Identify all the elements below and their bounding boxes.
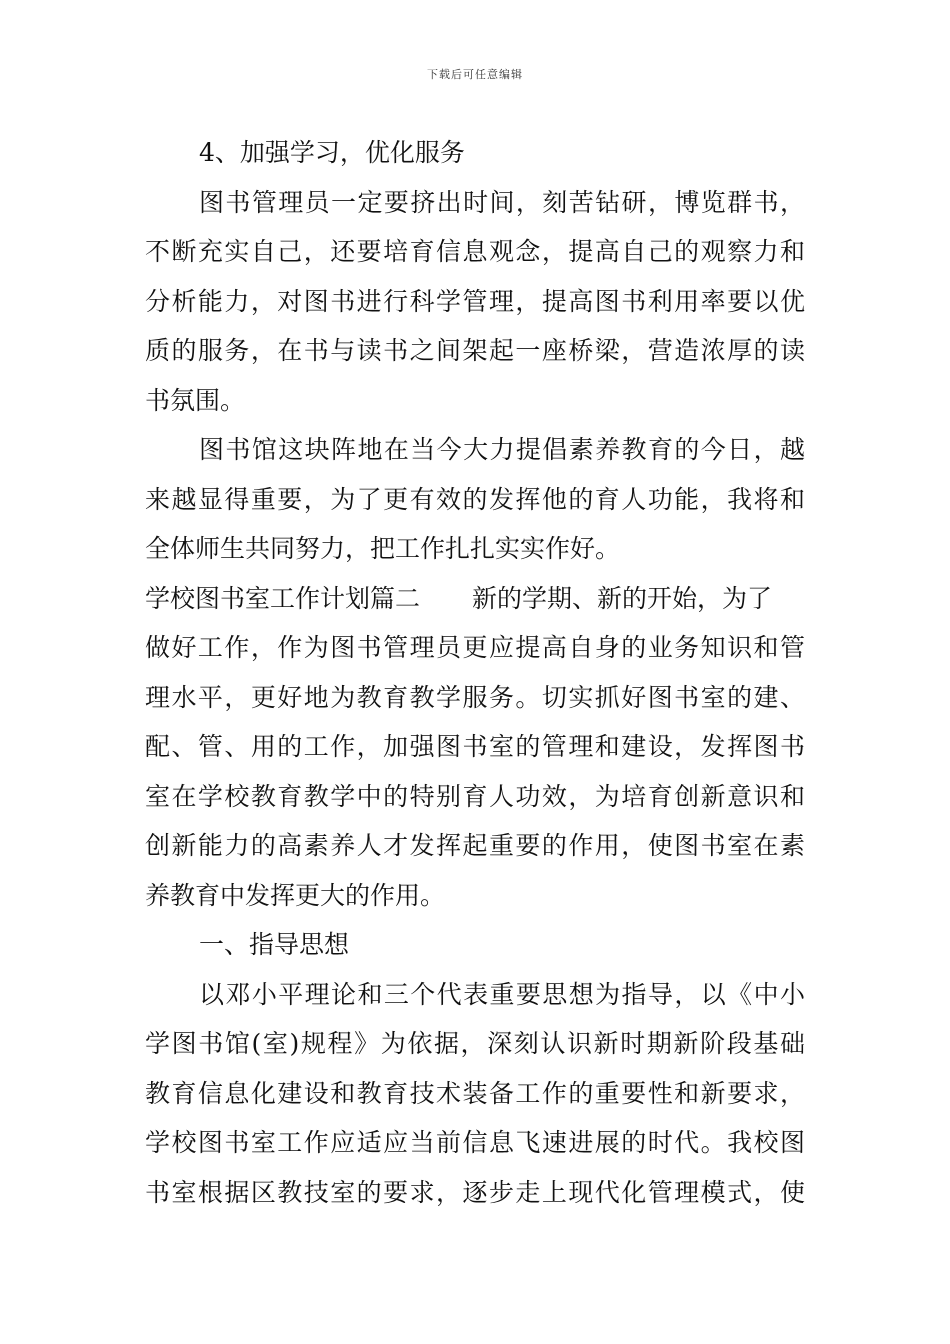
section-title-line bbox=[145, 574, 805, 624]
paragraph-line-start: 新的学期、新的开始，为了 bbox=[472, 583, 773, 613]
paragraph-line: 全体师生共同努力，把工作扎扎实实作好。 bbox=[145, 534, 621, 563]
paragraph-line: 书室根据区教技室的要求，逐步走上现代化管理模式，使 bbox=[145, 1177, 805, 1207]
paragraph-line: 来越显得重要，为了更有效的发挥他的育人功能，我将和 bbox=[145, 484, 805, 514]
paragraph-line: 室在学校教育教学中的特别育人功效，为培育创新意识和 bbox=[145, 781, 805, 811]
paragraph-line: 图书馆这块阵地在当今大力提倡素养教育的今日，越 bbox=[199, 435, 805, 464]
paragraph-line: 书氛围。 bbox=[145, 385, 246, 415]
paragraph-line: 不断充实自己，还要培育信息观念，提高自己的观察力和 bbox=[145, 237, 805, 266]
section-heading: 4、加强学习，优化服务 bbox=[199, 138, 465, 167]
paragraph-line: 教育信息化建设和教育技术装备工作的重要性和新要求， bbox=[145, 1078, 805, 1108]
section-heading: 一、指导思想 bbox=[199, 930, 350, 959]
paragraph-line: 学校图书室工作应适应当前信息飞速进展的时代。我校图 bbox=[145, 1128, 805, 1157]
document-body bbox=[145, 128, 805, 1217]
paragraph-line: 图书管理员一定要挤出时间，刻苦钻研，博览群书， bbox=[199, 187, 805, 217]
section-title: 学校图书室工作计划篇二 bbox=[145, 583, 421, 613]
paragraph-line: 质的服务，在书与读书之间架起一座桥梁，营造浓厚的读 bbox=[145, 336, 805, 365]
paragraph-line: 配、管、用的工作，加强图书室的管理和建设，发挥图书 bbox=[145, 732, 805, 761]
paragraph-line: 学图书馆(室)规程》为依据，深刻认识新时期新阶段基础 bbox=[145, 1029, 805, 1058]
paragraph-line: 分析能力，对图书进行科学管理，提高图书利用率要以优 bbox=[145, 286, 805, 316]
paragraph-line: 做好工作，作为图书管理员更应提高自身的业务知识和管 bbox=[145, 633, 805, 662]
paragraph-line: 理水平，更好地为教育教学服务。切实抓好图书室的建、 bbox=[145, 682, 805, 712]
paragraph-line: 以邓小平理论和三个代表重要思想为指导，以《中小 bbox=[199, 979, 805, 1009]
paragraph-line: 创新能力的高素养人才发挥起重要的作用，使图书室在素 bbox=[145, 831, 805, 860]
header-note: 下载后可任意编辑 bbox=[427, 68, 523, 81]
paragraph-line: 养教育中发挥更大的作用。 bbox=[145, 880, 446, 910]
